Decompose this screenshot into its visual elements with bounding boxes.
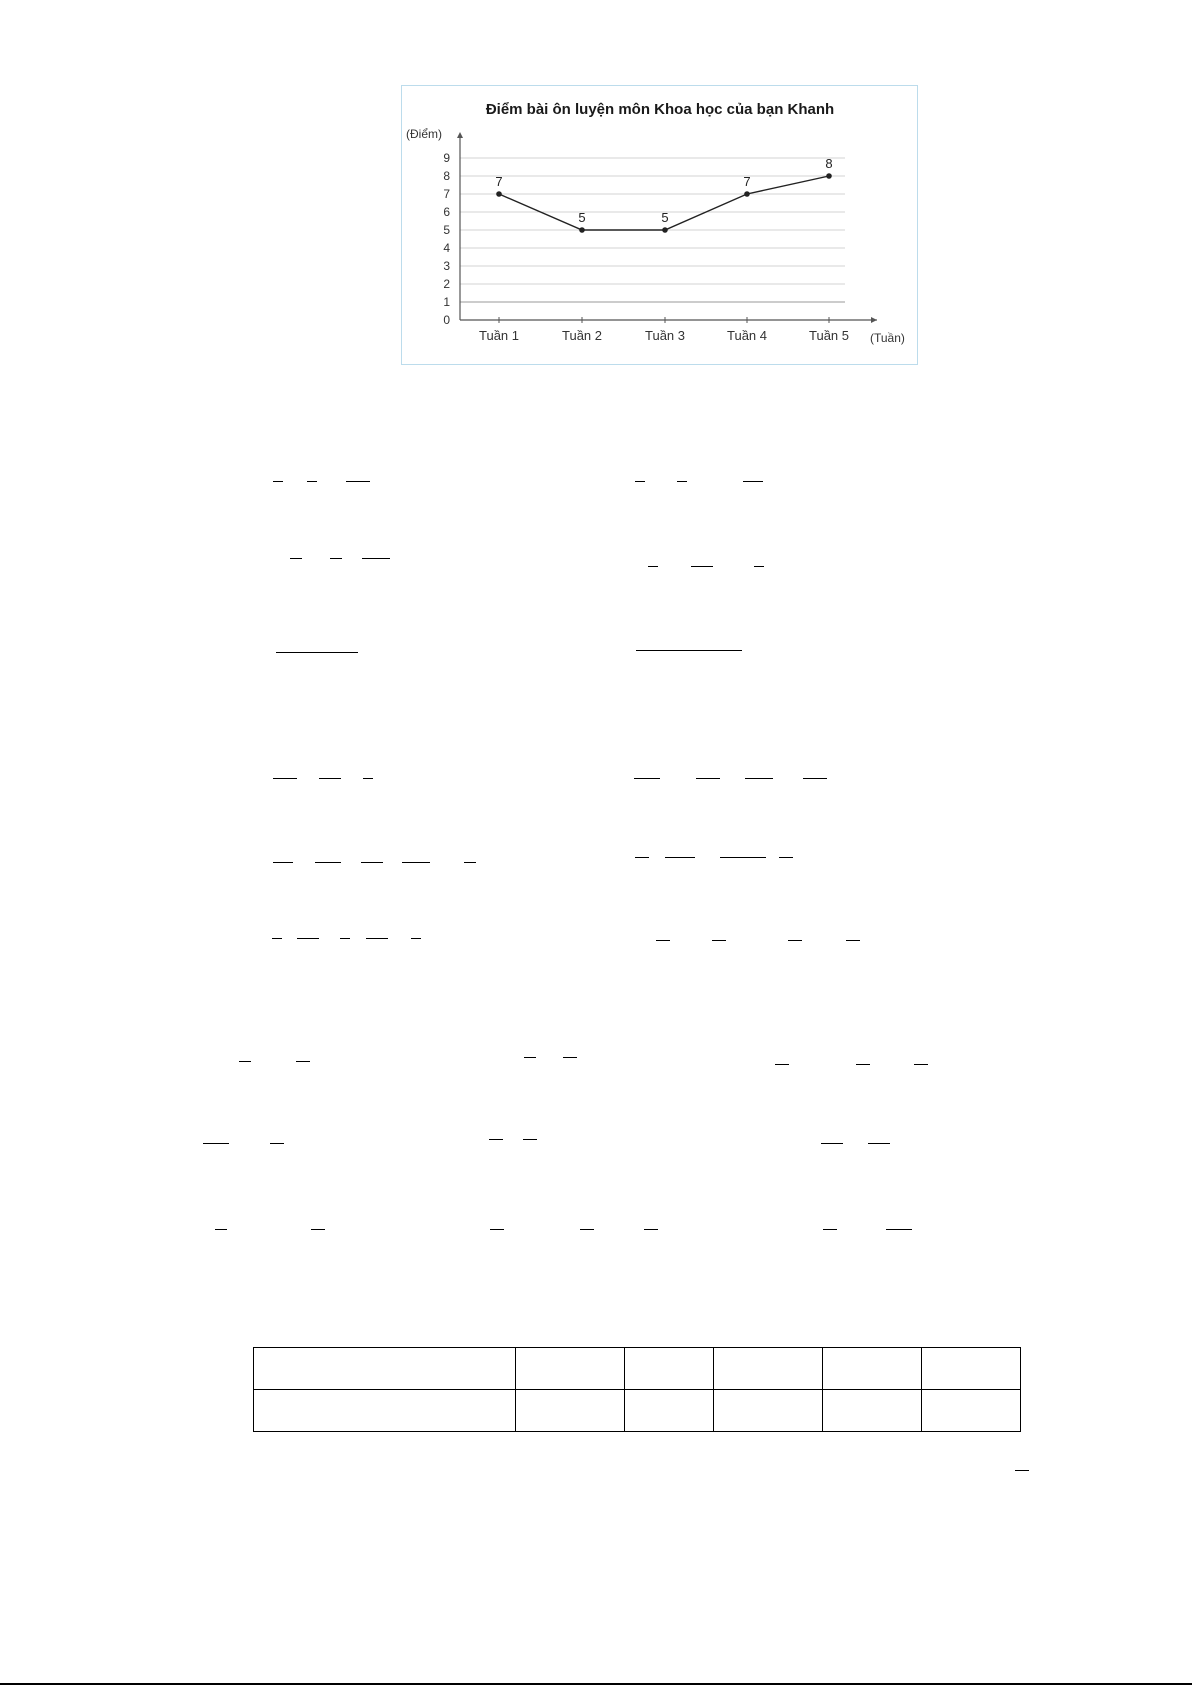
fraction-bar [743, 481, 763, 482]
data-label: 5 [661, 210, 669, 225]
fraction-bar [914, 1064, 928, 1065]
fraction-bar [634, 778, 660, 779]
table-cell [714, 1348, 823, 1390]
data-label: 7 [743, 174, 751, 189]
table-cell [516, 1390, 625, 1432]
x-tick-label: Tuần 4 [727, 328, 767, 343]
fraction-bar [696, 778, 720, 779]
fraction-bar [273, 481, 283, 482]
fraction-bar [215, 1229, 227, 1230]
fraction-bar [775, 1064, 789, 1065]
fraction-bar [886, 1229, 912, 1230]
fraction-bar [523, 1139, 537, 1140]
fraction-bar [524, 1057, 536, 1058]
data-point [826, 173, 832, 179]
fraction-bar [311, 1229, 325, 1230]
fraction-bar [745, 778, 773, 779]
x-tick-label: Tuần 2 [562, 328, 602, 343]
table-row [254, 1390, 1021, 1432]
fraction-bar [648, 566, 658, 567]
table-cell [254, 1390, 516, 1432]
fraction-bar [677, 481, 687, 482]
fraction-bar [290, 558, 302, 559]
fraction-bar [203, 1143, 229, 1144]
fraction-bar [720, 857, 766, 858]
data-label: 7 [495, 174, 503, 189]
fraction-bar [402, 862, 430, 863]
fraction-bar [636, 650, 742, 651]
fraction-bar [363, 778, 373, 779]
fraction-bar [563, 1057, 577, 1058]
y-tick-label: 8 [443, 169, 450, 183]
fraction-bar [1015, 1470, 1029, 1471]
table-cell [714, 1390, 823, 1432]
fraction-bar [580, 1229, 594, 1230]
fraction-bar [307, 481, 317, 482]
fraction-bar [296, 1061, 310, 1062]
y-tick-label: 1 [443, 295, 450, 309]
fraction-bar [712, 940, 726, 941]
x-tick-label: Tuần 3 [645, 328, 685, 343]
data-label: 8 [825, 156, 833, 171]
data-point [662, 227, 668, 233]
table-cell [625, 1390, 714, 1432]
y-tick-label: 3 [443, 259, 450, 273]
data-point [496, 191, 502, 197]
fraction-bar [644, 1229, 658, 1230]
fraction-bar [779, 857, 793, 858]
data-point [744, 191, 750, 197]
table-cell [625, 1348, 714, 1390]
x-axis-arrow [871, 317, 877, 323]
fraction-bar [823, 1229, 837, 1230]
y-tick-label: 6 [443, 205, 450, 219]
table-cell [922, 1348, 1021, 1390]
table-cell [823, 1390, 922, 1432]
fraction-bar [490, 1229, 504, 1230]
fraction-bar [362, 558, 390, 559]
chart-svg [402, 86, 917, 364]
x-axis-label: (Tuần) [870, 331, 905, 345]
table-row [254, 1348, 1021, 1390]
chart-title: Điểm bài ôn luyện môn Khoa học của bạn Khanh [485, 101, 835, 118]
table-cell [922, 1390, 1021, 1432]
y-tick-label: 2 [443, 277, 450, 291]
fraction-bar [272, 938, 282, 939]
table-cell [254, 1348, 516, 1390]
fraction-bar [788, 940, 802, 941]
y-tick-label: 5 [443, 223, 450, 237]
fraction-bar [635, 857, 649, 858]
y-axis-arrow [457, 132, 463, 138]
y-tick-label: 0 [443, 313, 450, 327]
fraction-bar [361, 862, 383, 863]
fraction-bar [856, 1064, 870, 1065]
y-tick-label: 4 [443, 241, 450, 255]
fraction-bar [803, 778, 827, 779]
data-point [579, 227, 585, 233]
fraction-bar [330, 558, 342, 559]
line-chart [401, 85, 918, 365]
y-axis-label: (Điểm) [406, 127, 442, 141]
y-tick-label: 7 [443, 187, 450, 201]
fraction-bar [239, 1061, 251, 1062]
fraction-bar [464, 862, 476, 863]
table-cell [823, 1348, 922, 1390]
fraction-bar [821, 1143, 843, 1144]
fraction-bar [846, 940, 860, 941]
fraction-bar [315, 862, 341, 863]
fraction-bar [411, 938, 421, 939]
fraction-bar [270, 1143, 284, 1144]
table-cell [516, 1348, 625, 1390]
fraction-bar [297, 938, 319, 939]
fraction-bar [273, 778, 297, 779]
y-tick-label: 9 [443, 151, 450, 165]
fraction-bar [273, 862, 293, 863]
fraction-bar [754, 566, 764, 567]
fraction-bar [691, 566, 713, 567]
fraction-bar [635, 481, 645, 482]
fraction-bar [319, 778, 341, 779]
fraction-bar [366, 938, 388, 939]
fraction-bar [346, 481, 370, 482]
x-tick-label: Tuần 5 [809, 328, 849, 343]
fraction-bar [489, 1139, 503, 1140]
fraction-bar [656, 940, 670, 941]
data-label: 5 [578, 210, 586, 225]
fraction-bar [868, 1143, 890, 1144]
fraction-bar [340, 938, 350, 939]
x-tick-label: Tuần 1 [479, 328, 519, 343]
fraction-bar [276, 652, 358, 653]
data-table [253, 1347, 1021, 1432]
fraction-bar [665, 857, 695, 858]
